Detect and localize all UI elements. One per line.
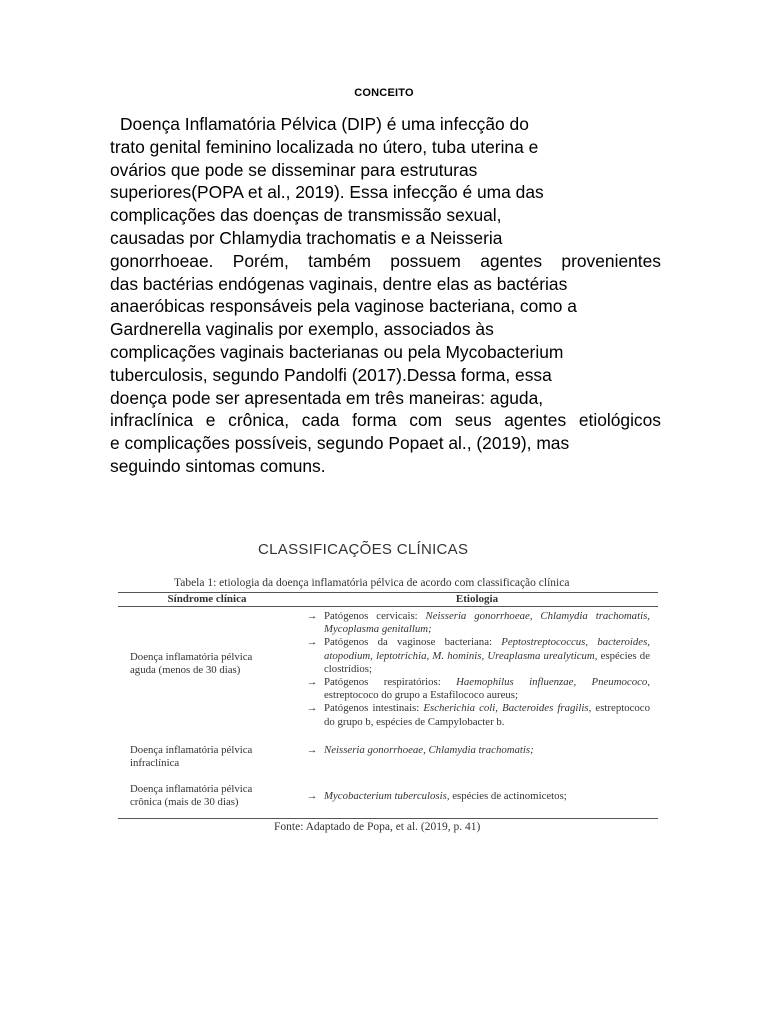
syndrome-cell (118, 610, 300, 729)
etiology-organisms: Haemophilus influenzae, Pneumococo, (456, 676, 650, 689)
syndrome-duration: aguda (menos de 30 dias) (130, 664, 241, 677)
etiology-extra: estreptococo do grupo a Estafilococo aureus; (324, 689, 518, 702)
paragraph-line: Gardnerella vaginalis por exemplo, associados às (110, 319, 494, 340)
arrow-icon: → (306, 790, 318, 803)
section-heading: CONCEITO (354, 87, 414, 99)
arrow-icon: → (306, 743, 318, 756)
etiology-label: Patógenos da vaginose bacteriana: (324, 636, 502, 649)
syndrome-duration: infraclínica (130, 757, 180, 770)
syndrome-name: Doença inflamatória pélvica (130, 783, 253, 796)
etiology-label: Patógenos intestinais: (324, 702, 424, 715)
arrow-icon: → (306, 702, 318, 715)
etiology-extra: estreptococo do grupo b, espécies de Campylobacter b. (324, 702, 650, 728)
etiology-organisms: Neisseria gonorrhoeae, Chlamydia trachomatis; (324, 743, 534, 756)
table-header (118, 593, 658, 607)
etiology-organisms: Escherichia coli, Bacteroides fragilis, (423, 702, 592, 715)
section-title: CLASSIFICAÇÕES CLÍNICAS (258, 541, 469, 558)
header-etiology: Etiologia (455, 593, 499, 605)
syndrome-cell (118, 744, 300, 770)
paragraph-line: doença pode ser apresentada em três maneiras: aguda, (110, 387, 544, 408)
syndrome-cell (118, 783, 300, 809)
paragraph-line: ovários que pode se disseminar para estruturas (110, 159, 478, 180)
etiology-label: Patógenos cervicais: (324, 610, 426, 622)
etiology-item (300, 790, 658, 803)
arrow-icon: → (306, 676, 318, 689)
arrow-icon: → (306, 636, 318, 649)
paragraph-line: causadas por Chlamydia trachomatis e a Neisseria (110, 227, 503, 248)
paragraph-line: superiores(POPA et al., 2019). Essa infecção é uma das (110, 182, 544, 203)
paragraph-line: Doença Inflamatória Pélvica (DIP) é uma infecção do (120, 114, 529, 134)
table-row (118, 783, 658, 809)
etiology-organisms: Neisseria gonorrhoeae, Chlamydia trachomatis, Mycoplasma genitallum; (324, 610, 650, 636)
paragraph-line: seguindo sintomas comuns. (110, 455, 326, 476)
etiology-item (300, 610, 658, 636)
etiology-item (300, 636, 658, 676)
paragraph-line: tuberculosis, segundo Pandolfi (2017).Dessa forma, essa (110, 364, 552, 385)
syndrome-name: Doença inflamatória pélvica (130, 651, 253, 663)
table-caption: Tabela 1: etiologia da doença inflamatória pélvica de acordo com classificação clínica (118, 572, 658, 593)
syndrome-name: Doença inflamatória pélvica (130, 743, 253, 756)
paragraph-line: gonorrhoeae. Porém, também possuem agentes provenientes (110, 250, 661, 271)
arrow-icon: → (306, 610, 318, 622)
paragraph-line: e complicações possíveis, segundo Popaet al., (2019), mas (110, 433, 570, 454)
header-syndrome: Síndrome clínica (167, 593, 247, 605)
table-source: Fonte: Adaptado de Popa, et al. (2019, p. 41) (274, 820, 481, 833)
paragraph-line: complicações vaginais bacterianas ou pela Mycobacterium (110, 341, 564, 362)
etiology-organisms: Mycobacterium tuberculosis, (324, 790, 450, 803)
etiology-extra: espécies de actinomicetos; (449, 790, 567, 803)
etiology-organisms: Peptostreptococcus, bacteroides, atopodium, leptotrichia, M. hominis, Ureaplasma urealyticum, (324, 636, 650, 662)
etiology-item (300, 702, 658, 728)
etiology-cell (300, 610, 658, 729)
table-row (118, 610, 658, 729)
concept-paragraph (110, 113, 662, 478)
paragraph-line: das bactérias endógenas vaginais, dentre elas as bactérias (110, 273, 568, 294)
paragraph-line: trato genital feminino localizada no útero, tuba uterina e (110, 136, 539, 157)
etiology-item (300, 676, 658, 702)
etiology-table (118, 572, 658, 833)
etiology-cell (300, 783, 658, 809)
etiology-cell (300, 744, 658, 770)
etiology-item (300, 744, 658, 757)
table-row (118, 744, 658, 770)
paragraph-line: anaeróbicas responsáveis pela vaginose bacteriana, como a (110, 296, 577, 317)
paragraph-line: infraclínica e crônica, cada forma com seus agentes etiológicos (110, 410, 661, 431)
etiology-extra: espécies de clostrídios; (324, 649, 650, 675)
etiology-label: Patógenos respiratórios: (324, 676, 457, 689)
paragraph-line: complicações das doenças de transmissão sexual, (110, 205, 502, 226)
syndrome-duration: crônica (mais de 30 dias) (130, 796, 239, 809)
table-bottom-rule (118, 818, 658, 819)
